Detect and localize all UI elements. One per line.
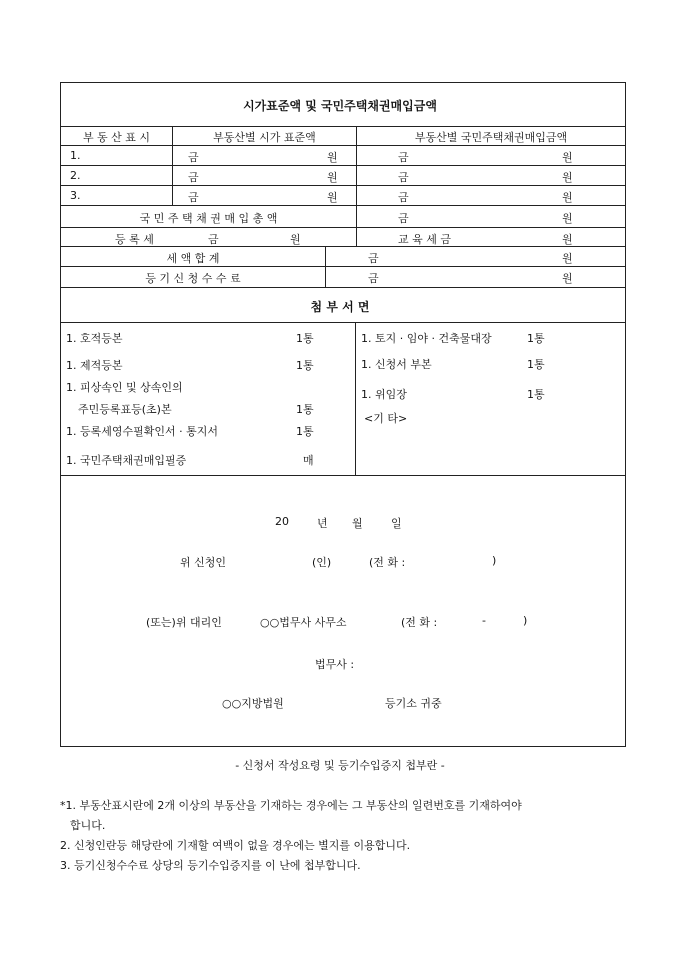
divider (355, 322, 356, 475)
footer-heading: - 신청서 작성요령 및 등기수입증지 첩부란 - (235, 759, 445, 772)
divider (60, 126, 626, 127)
attachment-count: 1통 (296, 332, 314, 345)
divider (60, 475, 626, 476)
fee-label: 등 기 신 청 수 수 료 (145, 272, 241, 285)
date-month: 월 (352, 517, 363, 530)
header-standard-price: 부동산별 시가 표준액 (213, 131, 316, 144)
currency-label: 금 (398, 191, 409, 204)
won-label: 원 (562, 252, 573, 265)
attachment-count: 1통 (527, 388, 545, 401)
court-label: ○○지방법원 (222, 697, 284, 710)
currency-label: 금 (398, 212, 409, 225)
currency-label: 금 (208, 233, 219, 246)
row-number: 2. (70, 169, 81, 182)
attachment-item: 1. 국민주택채권매입필증 (66, 454, 187, 467)
won-label: 원 (327, 151, 338, 164)
currency-label: 금 (188, 151, 199, 164)
date-year: 년 (317, 517, 328, 530)
footer-note: 합니다. (70, 819, 106, 832)
currency-label: 금 (368, 252, 379, 265)
date-day: 일 (391, 517, 402, 530)
attachment-item: 1. 제적등본 (66, 359, 123, 372)
attachment-item: 1. 호적등본 (66, 332, 123, 345)
applicant-label: 위 신청인 (180, 556, 227, 569)
attachment-count: 1통 (296, 425, 314, 438)
divider (60, 185, 626, 186)
row-number: 3. (70, 189, 81, 202)
won-label: 원 (562, 191, 573, 204)
currency-label: 금 (188, 171, 199, 184)
bond-total-label: 국 민 주 택 채 권 매 입 총 액 (139, 212, 278, 225)
divider (325, 246, 326, 287)
currency-label: 금 (368, 272, 379, 285)
attachment-count: 1통 (527, 358, 545, 371)
won-label: 원 (562, 212, 573, 225)
form-title: 시가표준액 및 국민주택채권매입금액 (243, 99, 437, 113)
registry-label: 등기소 귀중 (385, 697, 442, 710)
won-label: 원 (562, 171, 573, 184)
lawyer-label: 법무사 : (315, 658, 355, 671)
tax-total-label: 세 액 합 계 (166, 252, 220, 265)
divider (60, 322, 626, 323)
phone-close: ) (492, 554, 497, 567)
seal-label: (인) (312, 556, 332, 569)
phone-label: (전 화 : (401, 616, 438, 629)
attachment-count: 1통 (296, 359, 314, 372)
reg-tax-label: 등 록 세 (115, 233, 154, 246)
divider (60, 165, 626, 166)
won-label: 원 (327, 171, 338, 184)
phone-close: ) (523, 614, 528, 627)
office-label: ○○법무사 사무소 (260, 616, 347, 629)
attachment-count: 1통 (527, 332, 545, 345)
attachment-count: 1통 (296, 403, 314, 416)
divider (60, 266, 626, 267)
divider (60, 205, 626, 206)
footer-note: 3. 등기신청수수료 상당의 등기수입증지를 이 난에 첩부합니다. (60, 859, 361, 872)
divider (60, 227, 626, 228)
divider (60, 287, 626, 288)
attachment-item: 1. 신청서 부본 (361, 358, 432, 371)
footer-note: *1. 부동산표시란에 2개 이상의 부동산을 기재하는 경우에는 그 부동산의 일련번호를 기재하여야 (60, 799, 522, 812)
agent-label: (또는)위 대리인 (146, 616, 222, 629)
won-label: 원 (290, 233, 301, 246)
edu-tax-label: 교 육 세 금 (398, 233, 451, 246)
won-label: 원 (562, 151, 573, 164)
phone-label: (전 화 : (369, 556, 406, 569)
won-label: 원 (327, 191, 338, 204)
phone-dash: - (482, 614, 486, 627)
header-property: 부 동 산 표 시 (82, 131, 151, 144)
attachment-item-cont: 주민등록표등(초)본 (78, 403, 172, 416)
attachment-other: <기 타> (364, 412, 408, 425)
divider (60, 145, 626, 146)
row-number: 1. (70, 149, 81, 162)
attachment-count: 매 (303, 454, 314, 467)
date-century: 20 (275, 515, 289, 528)
attachment-item: 1. 피상속인 및 상속인의 (66, 381, 183, 394)
attachments-title: 첨 부 서 면 (310, 300, 370, 314)
footer-note: 2. 신청인란등 해당란에 기재할 여백이 없을 경우에는 별지를 이용합니다. (60, 839, 411, 852)
header-bond-amount: 부동산별 국민주택채권매입금액 (414, 131, 568, 144)
currency-label: 금 (188, 191, 199, 204)
currency-label: 금 (398, 151, 409, 164)
attachment-item: 1. 토지 · 임야 · 건축물대장 (361, 332, 492, 345)
attachment-item: 1. 위임장 (361, 388, 407, 401)
currency-label: 금 (398, 171, 409, 184)
attachment-item: 1. 등록세영수필확인서 · 통지서 (66, 425, 218, 438)
won-label: 원 (562, 233, 573, 246)
won-label: 원 (562, 272, 573, 285)
